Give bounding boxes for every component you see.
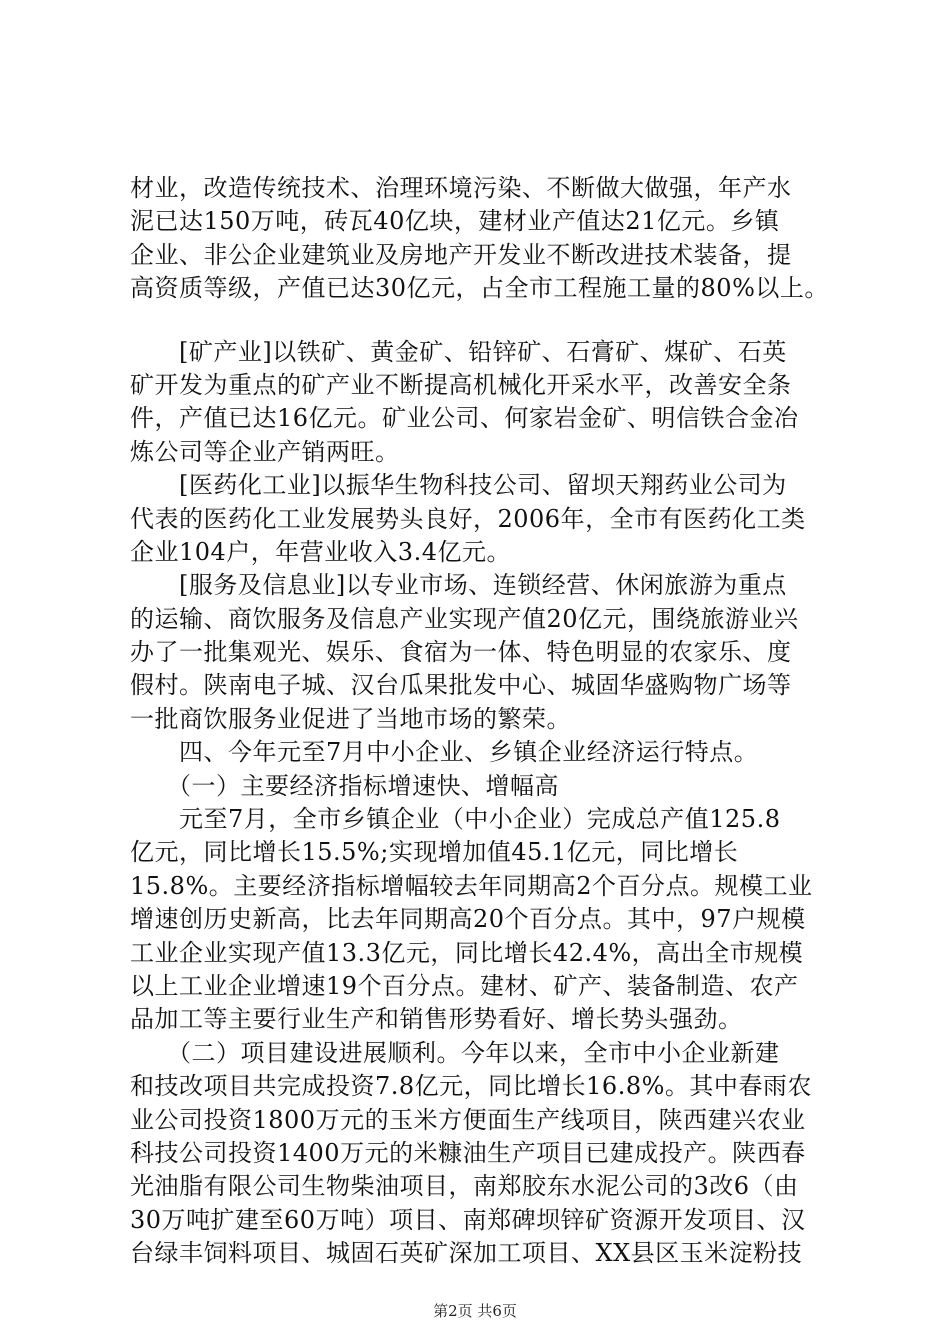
- text-line: 科技公司投资1400万元的米糠油生产项目已建成投产。陕西春: [130, 1138, 806, 1167]
- text-line: 台绿丰饲料项目、城固石英矿深加工项目、XX县区玉米淀粉技: [130, 1239, 803, 1268]
- text-line: 代表的医药化工业发展势头良好，2006年，全市有医药化工类: [130, 504, 806, 533]
- text-line: （二）项目建设进展顺利。今年以来，全市中小企业新建: [130, 1038, 780, 1067]
- text-line: 办了一批集观光、娱乐、食宿为一体、特色明显的农家乐、度: [130, 638, 792, 667]
- paragraph-gap: [130, 306, 840, 336]
- text-line: 的运输、商饮服务及信息产业实现产值20亿元，围绕旅游业兴: [130, 604, 799, 633]
- text-line: 增速创历史新高，比去年同期高20个百分点。其中，97户规模: [130, 905, 806, 934]
- text-line: 一批商饮服务业促进了当地市场的繁荣。: [130, 704, 571, 733]
- text-line: 件，产值已达16亿元。矿业公司、何家岩金矿、明信铁合金冶: [130, 404, 799, 433]
- text-line: 企业104户，年营业收入3.4亿元。: [130, 537, 511, 566]
- section-heading: 四、今年元至7月中小企业、乡镇企业经济运行特点。: [130, 738, 759, 767]
- text-line: 高资质等级，产值已达30亿元，占全市工程施工量的80%以上。: [130, 274, 829, 303]
- text-line: 光油脂有限公司生物柴油项目，南郑胶东水泥公司的3改6（由: [130, 1172, 799, 1201]
- text-line: [矿产业]以铁矿、黄金矿、铅锌矿、石膏矿、煤矿、石英: [130, 337, 787, 366]
- text-line: 品加工等主要行业生产和销售形势看好、增长势头强劲。: [130, 1005, 743, 1034]
- text-line: 炼公司等企业产销两旺。: [130, 437, 400, 466]
- text-line: 企业、非公企业建筑业及房地产开发业不断改进技术装备，提: [130, 240, 792, 269]
- text-line: 业公司投资1800万元的玉米方便面生产线项目，陕西建兴农业: [130, 1105, 806, 1134]
- text-line: 亿元，同比增长15.5%;实现增加值45.1亿元，同比增长: [130, 838, 739, 867]
- subsection-heading: （一）主要经济指标增速快、增幅高: [130, 771, 559, 800]
- text-line: 和技改项目共完成投资7.8亿元，同比增长16.8%。其中春雨农: [130, 1072, 812, 1101]
- document-body: [130, 172, 840, 1271]
- text-line: 15.8%。主要经济指标增幅较去年同期高2个百分点。规模工业: [130, 871, 813, 900]
- page-number-footer: 第2页 共6页: [433, 1302, 517, 1320]
- paragraph-building-materials: [130, 172, 840, 306]
- paragraph-industries: [130, 336, 840, 1271]
- text-line: [服务及信息业]以专业市场、连锁经营、休闲旅游为重点: [130, 571, 787, 600]
- text-line: 以上工业企业增速19个百分点。建材、矿产、装备制造、农产: [130, 971, 799, 1000]
- text-line: 矿开发为重点的矿产业不断提高机械化开采水平，改善安全条: [130, 370, 792, 399]
- text-line: 元至7月，全市乡镇企业（中小企业）完成总产值125.8: [130, 805, 781, 834]
- text-line: 假村。陕南电子城、汉台瓜果批发中心、城固华盛购物广场等: [130, 671, 792, 700]
- text-line: [医药化工业]以振华生物科技公司、留坝天翔药业公司为: [130, 471, 787, 500]
- text-line: 泥已达150万吨，砖瓦40亿块，建材业产值达21亿元。乡镇: [130, 207, 780, 236]
- text-line: 30万吨扩建至60万吨）项目、南郑碑坝锌矿资源开发项目、汉: [130, 1205, 806, 1234]
- text-line: 工业企业实现产值13.3亿元，同比增长42.4%，高出全市规模: [130, 938, 804, 967]
- text-line: 材业，改造传统技术、治理环境污染、不断做大做强，年产水: [130, 174, 792, 202]
